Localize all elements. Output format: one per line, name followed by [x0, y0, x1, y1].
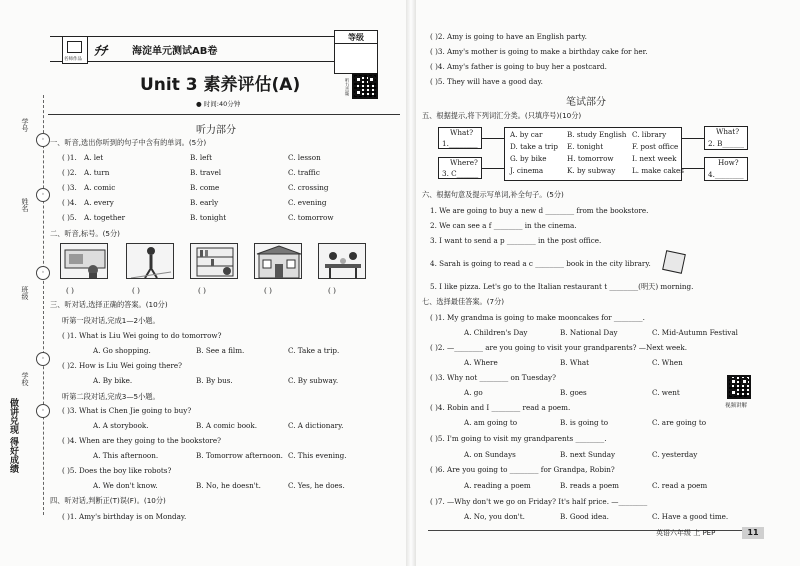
s1-opt-c: C. evening — [288, 198, 327, 207]
publisher-logo-icon — [62, 36, 88, 64]
brand-mark-b: ﾁ — [100, 44, 107, 59]
s1-opt-a: A. let — [84, 153, 104, 162]
s1-opt-b: B. tonight — [190, 213, 227, 222]
s3-q2-a: A. By bike. — [93, 376, 133, 385]
s6-title: 六、根据句意及提示写单词,补全句子。(5分) — [422, 190, 564, 199]
motto-stamp: 做讲兑现 得好成绩 — [8, 398, 18, 474]
s6-item[interactable]: 2. We can see a f ________ in the cinema. — [430, 221, 577, 230]
s1-num[interactable]: ( )5. — [62, 213, 77, 222]
video-qr-code[interactable] — [727, 375, 751, 399]
s1-title: 一、听音,选出你听到的句子中含有的单词。(5分) — [50, 138, 207, 147]
s3-q1-b: B. See a film. — [196, 346, 245, 355]
binding-hole: ◦ — [36, 133, 50, 147]
s3-q3-a: A. A storybook. — [93, 421, 149, 430]
time-limit — [196, 99, 240, 108]
s7-opt-c: C. went — [652, 388, 680, 397]
grade-box — [334, 30, 378, 74]
what-box-right-blank[interactable]: 2. B______ — [708, 139, 744, 148]
s7-opt-b: B. What — [560, 358, 590, 367]
page-title: Unit 3 素养评估(A) — [140, 75, 301, 95]
word-item: A. by car — [510, 130, 543, 139]
s6-item[interactable]: 3. I want to send a p ________ in the post office. — [430, 236, 602, 245]
s3-q4[interactable]: ( )4. When are they going to the bookstore? — [62, 436, 221, 445]
s7-opt-a: A. am going to — [464, 418, 518, 427]
connector-line — [482, 138, 504, 139]
s7-opt-b: B. Good idea. — [560, 512, 609, 521]
binding-line — [43, 95, 44, 515]
connector-line — [682, 168, 704, 169]
s7-opt-c: C. Mid-Autumn Festival — [652, 328, 738, 337]
supermarket-icon — [254, 243, 302, 279]
s7-opt-a: A. No, you don't. — [464, 512, 525, 521]
s7-q[interactable]: ( )3. Why not ________ on Tuesday? — [430, 373, 556, 382]
s3-q1-a: A. Go shopping. — [93, 346, 151, 355]
s3-q4-b: B. Tomorrow afternoon. — [196, 451, 283, 460]
s7-opt-b: B. next Sunday — [560, 450, 616, 459]
s1-opt-b: B. left — [190, 153, 212, 162]
binding-hole: ◦ — [36, 188, 50, 202]
s3-q2-c: C. By subway. — [288, 376, 339, 385]
s4-title: 四、听对话,判断正(T)误(F)。(10分) — [50, 496, 166, 505]
s3-q4-a: A. This afternoon. — [93, 451, 159, 460]
header-rule — [48, 114, 400, 115]
s7-opt-b: B. goes — [560, 388, 587, 397]
s3-q3[interactable]: ( )3. What is Chen Jie going to buy? — [62, 406, 192, 415]
s2-blank[interactable]: ( ) — [66, 286, 74, 295]
binding-hole: ◦ — [36, 266, 50, 280]
s1-opt-b: B. come — [190, 183, 220, 192]
s7-opt-c: C. Have a good time. — [652, 512, 729, 521]
word-item: J. cinema — [510, 166, 544, 175]
school-label: 学校 — [21, 372, 29, 386]
word-item: H. tomorrow — [567, 154, 614, 163]
brand-mark-a: ﾁ — [94, 44, 101, 59]
s3-part1: 听第一段对话,完成1—2小题。 — [62, 316, 160, 325]
s1-opt-b: B. early — [190, 198, 219, 207]
s1-opt-c: C. traffic — [288, 168, 320, 177]
page-number: 11 — [742, 527, 764, 539]
s7-title: 七、选择最佳答案。(7分) — [422, 297, 505, 306]
book-gutter — [406, 0, 416, 566]
s6-item[interactable]: 5. I like pizza. Let's go to the Italian restaurant t ________(明天) morning. — [430, 282, 694, 291]
s1-num[interactable]: ( )2. — [62, 168, 77, 177]
clock-icon: ● — [196, 100, 202, 108]
bookstore-icon — [190, 243, 238, 279]
s1-num[interactable]: ( )3. — [62, 183, 77, 192]
s5-title: 五、根据提示,将下列词汇分类。(只填序号)(10分) — [422, 111, 582, 120]
what-box-left-blank[interactable]: 1.________ — [442, 139, 478, 148]
restaurant-icon — [318, 243, 366, 279]
walking-icon — [126, 243, 174, 279]
s4-item[interactable]: ( )5. They will have a good day. — [430, 77, 543, 86]
s2-blank[interactable]: ( ) — [264, 286, 272, 295]
word-item: D. take a trip — [510, 142, 558, 151]
book-icon — [662, 250, 686, 274]
s7-q[interactable]: ( )4. Robin and I ________ read a poem. — [430, 403, 571, 412]
s7-opt-b: B. is going to — [560, 418, 609, 427]
s3-q2-b: B. By bus. — [196, 376, 233, 385]
qr-caption: 听力音频 — [344, 78, 349, 96]
s4-item[interactable]: ( )3. Amy's mother is going to make a birthday cake for her. — [430, 47, 648, 56]
s2-blank[interactable]: ( ) — [132, 286, 140, 295]
where-box-blank[interactable]: 3. C______ — [442, 169, 479, 178]
word-item: E. tonight — [567, 142, 604, 151]
word-item: F. post office — [632, 142, 679, 151]
s7-opt-c: C. are going to — [652, 418, 707, 427]
s4-item[interactable]: ( )4. Amy's father is going to buy her a postcard. — [430, 62, 607, 71]
s7-opt-a: A. Children's Day — [464, 328, 528, 337]
s7-opt-a: A. reading a poem — [464, 481, 531, 490]
time-text: 时间:40分钟 — [203, 100, 241, 108]
s7-opt-a: A. go — [464, 388, 483, 397]
s7-opt-c: C. When — [652, 358, 683, 367]
listening-heading: 听力部分 — [196, 125, 236, 136]
series-title: 海淀单元测试AB卷 — [132, 46, 218, 57]
brand-mark — [94, 40, 107, 59]
word-item: C. library — [632, 130, 667, 139]
word-item: K. by subway — [567, 166, 616, 175]
s7-opt-a: A. Where — [464, 358, 498, 367]
s6-item[interactable]: 1. We are going to buy a new d ________ from the bookstore. — [430, 206, 649, 215]
s3-q2[interactable]: ( )2. How is Liu Wei going there? — [62, 361, 183, 370]
s1-opt-a: A. every — [84, 198, 114, 207]
s3-q5-a: A. We don't know. — [93, 481, 158, 490]
s1-num[interactable]: ( )4. — [62, 198, 77, 207]
where-box-label: Where? — [450, 158, 478, 167]
s7-q[interactable]: ( )2. —________ are you going to visit your grandparents? —Next week. — [430, 343, 688, 352]
logo-caption: 名师作品 — [64, 57, 82, 62]
s1-opt-c: C. tomorrow — [288, 213, 334, 222]
how-box-blank[interactable]: 4.________ — [708, 170, 744, 179]
writing-heading: 笔试部分 — [566, 97, 606, 108]
s1-opt-b: B. travel — [190, 168, 222, 177]
s1-opt-c: C. crossing — [288, 183, 329, 192]
s3-part2: 听第二段对话,完成3—5小题。 — [62, 392, 160, 401]
cinema-icon — [60, 243, 108, 279]
connector-line — [482, 168, 504, 169]
s3-q1[interactable]: ( )1. What is Liu Wei going to do tomorrow? — [62, 331, 222, 340]
s7-opt-b: B. National Day — [560, 328, 618, 337]
s7-opt-a: A. on Sundays — [464, 450, 516, 459]
s4-item[interactable]: ( )1. Amy's birthday is on Monday. — [62, 512, 187, 521]
s7-q[interactable]: ( )7. —Why don't we go on Friday? It's half price. —________ — [430, 497, 648, 506]
binding-hole: ◦ — [36, 352, 50, 366]
book-info: 英语六年级 上 PEP — [656, 529, 716, 537]
s3-title: 三、听对话,选择正确的答案。(10分) — [50, 300, 168, 309]
s7-opt-b: B. reads a poem — [560, 481, 619, 490]
s2-title: 二、听音,标号。(5分) — [50, 229, 120, 238]
s2-blank[interactable]: ( ) — [198, 286, 206, 295]
s2-blank[interactable]: ( ) — [328, 286, 336, 295]
s3-q3-c: C. A dictionary. — [288, 421, 344, 430]
how-box-label: How? — [718, 158, 739, 167]
s7-opt-c: C. yesterday — [652, 450, 698, 459]
what-box-right-label: What? — [716, 127, 740, 136]
s1-opt-a: A. turn — [84, 168, 110, 177]
student-number-label: 学号 — [21, 118, 29, 132]
grade-label: 等级 — [335, 31, 377, 44]
video-qr-caption: 视频讲解 — [725, 403, 748, 409]
word-item: G. by bike — [510, 154, 547, 163]
what-box-left-label: What? — [450, 128, 474, 137]
s7-q[interactable]: ( )1. My grandma is going to make mooncakes for ________. — [430, 313, 645, 322]
s7-q[interactable]: ( )6. Are you going to ________ for Grandpa, Robin? — [430, 465, 615, 474]
s3-q3-b: B. A comic book. — [196, 421, 257, 430]
s6-item[interactable]: 4. Sarah is going to read a c ________ book in the city library. — [430, 259, 651, 268]
s4-item[interactable]: ( )2. Amy is going to have an English party. — [430, 32, 587, 41]
s1-num[interactable]: ( )1. — [62, 153, 77, 162]
listening-qr-code[interactable] — [352, 73, 378, 99]
s1-opt-c: C. lesson — [288, 153, 321, 162]
s1-opt-a: A. together — [84, 213, 126, 222]
word-item: I. next week — [632, 154, 677, 163]
word-item: L. make cakes — [632, 166, 684, 175]
s7-opt-c: C. read a poem — [652, 481, 708, 490]
s1-opt-a: A. comic — [84, 183, 116, 192]
connector-line — [682, 138, 704, 139]
word-item: B. study English — [567, 130, 627, 139]
s3-q1-c: C. Take a trip. — [288, 346, 340, 355]
s3-q5-c: C. Yes, he does. — [288, 481, 345, 490]
s3-q5[interactable]: ( )5. Does the boy like robots? — [62, 466, 172, 475]
s3-q4-c: C. This evening. — [288, 451, 347, 460]
s3-q5-b: B. No, he doesn't. — [196, 481, 261, 490]
class-label: 班级 — [21, 286, 29, 300]
binding-hole: ◦ — [36, 404, 50, 418]
name-label: 姓名 — [21, 198, 29, 212]
s7-q[interactable]: ( )5. I'm going to visit my grandparents ________. — [430, 434, 607, 443]
